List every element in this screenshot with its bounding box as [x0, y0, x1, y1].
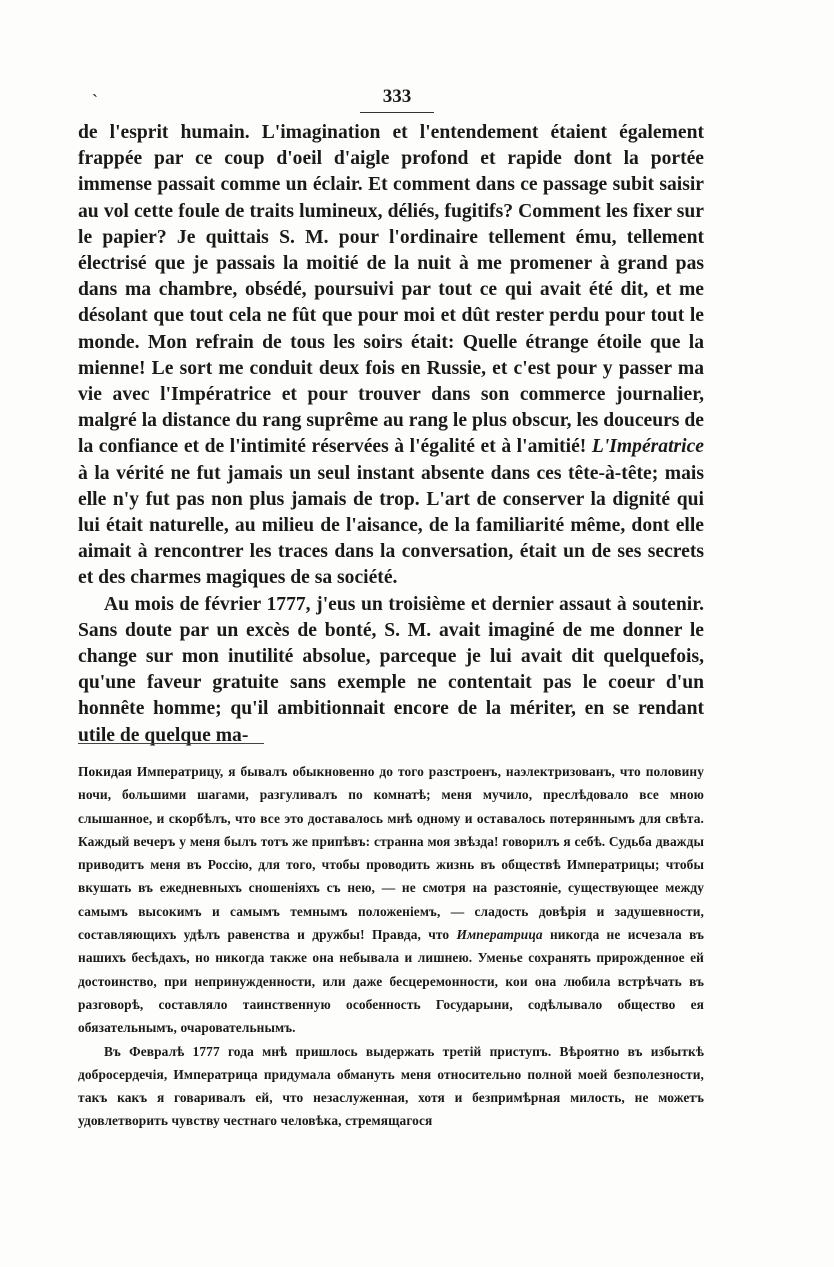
footnote-paragraph-2: Въ Февралѣ 1777 года мнѣ пришлось выдержать третій приступъ. Вѣроятно въ избыткѣ добросердечія, Императрица придумала обмануть меня относительно полной моей безполезности, такъ какъ я говаривалъ ей, что незаслуженная, хотя и безпримѣрная милость, не можетъ удовлетворить чувству честнаго человѣка, стремящагося — [78, 1043, 704, 1129]
footnote-separator — [78, 743, 264, 744]
footnote-paragraph-1 — [78, 760, 704, 1040]
footnote-paragraph-1-italic: Императрица — [456, 927, 543, 943]
main-paragraph-1-text-b: à la vérité ne fut jamais un seul instant absente dans ces tête-à-tête; mais elle n'y fut pas non plus jamais de trop. L'art de conserver la dignité qui lui était naturelle, au milieu de l'aisance, de la familiarité même, dont elle aimait à rencontrer les traces dans la conversation, était un de ses secrets et des charmes magiques de sa société. — [78, 462, 704, 589]
main-paragraph-2: Au mois de février 1777, j'eus un troisième et dernier assaut à soutenir. Sans doute par un excès de bonté, S. M. avait imaginé de me donner le change sur mon inutilité absolue, parceque je lui avait dit quelquefois, qu'une faveur gratuite sans exemple ne contentait pas le coeur d'un honnête homme; qu'il ambitionnait encore de la mériter, en se rendant utile de quelque ma- — [78, 593, 704, 746]
main-text-body — [78, 120, 704, 749]
main-paragraph-1-italic: L'Impératrice — [591, 436, 704, 458]
page-number: 333 — [382, 86, 412, 107]
page-number-rule — [360, 112, 434, 113]
footnote-paragraph-1-text-a: Покидая Императрицу, я бывалъ обыкновенно до того разстроенъ, наэлектризованъ, что половину ночи, большими шагами, разгуливалъ по комнатѣ; меня мучило, преслѣдовало все мною слышанное, и скорбѣлъ, что все это доставалось мнѣ одному и оставалось потеряннымъ для свѣта. Каждый вечеръ у меня былъ тотъ же припѣвъ: странна моя звѣзда! говорилъ я себѣ. Судьба дважды приводитъ меня въ Россію, для того, чтобы проводить жизнь въ обществѣ Императрицы; чтобы вкушать въ ежедневныхъ сношеніяхъ съ нею, — не смотря на разстояніе, существующее между самымъ высокимъ и самымъ темнымъ положеніемъ, — сладость довѣрія и задушевности, составляющихъ удѣлъ равенства и дружбы! Правда, что — [78, 764, 704, 943]
margin-mark: ` — [92, 91, 98, 111]
footnote-paragraph-1-text-b: никогда не исчезала въ нашихъ бесѣдахъ, но никогда также она небывала и лишнею. Уменье сохранять прирожденное ей достоинство, при непринужденности, или даже бесцеремонности, кои она любила встрѣчать въ разговорѣ, составляло таинственную особенность Государыни, содѣлывало общество ея обязательнымъ, очаровательнымъ. — [78, 927, 705, 1036]
main-paragraph-1-text-a: de l'esprit humain. L'imagination et l'entendement étaient également frappée par ce coup d'oeil d'aigle profond et rapide dont la portée immense passait comme un éclair. Et comment dans ce passage subit saisir au vol cette foule de traits lumineux, déliés, fugitifs? Comment les fixer sur le papier? Je quittais S. M. pour l'ordinaire tellement ému, tellement électrisé que je passais la moitié de la nuit à me promener à grand pas dans ma chambre, obsédé, poursuivi par tout ce qui avait été dit, et me désolant que tout cela ne fût que pour moi et dût rester perdu pour tout le monde. Mon refrain de tous les soirs était: Quelle étrange étoile que la mienne! Le sort me conduit deux fois en Russie, et c'est pour y passer ma vie avec l'Impératrice et pour trouver dans son commerce journalier, malgré la distance du rang suprême au rang le plus obscur, les douceurs de la confiance et de l'intimité réservées à l'égalité et à l'amitié! — [78, 122, 704, 458]
footnote-translation — [78, 760, 704, 1133]
main-paragraph-1 — [78, 120, 704, 592]
